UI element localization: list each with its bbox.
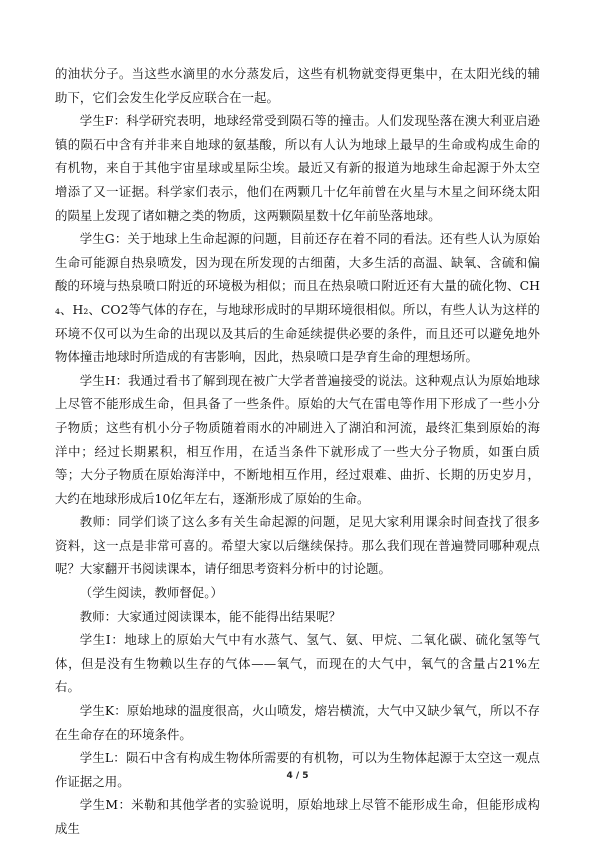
paragraph: 的油状分子。当这些水滴里的水分蒸发后，这些有机物就变得更集中，在太阳光线的辅助下，它们会发生化学反应联合在一起。: [55, 66, 540, 105]
paragraph: 学生H：我通过看书了解到现在被广大学者普遍接受的说法。这种观点认为原始地球上尽管不能形成生命，但具备了一些条件。原始的大气在雷电等作用下形成了一些小分子物质；这些有机小分子物质随着雨水的冲刷进入了湖泊和河流，最终汇集到原始的海洋中；经过长期累积，相互作用，在适当条件下就形成了一些大分子物质，如蛋白质等；大分子物质在原始海洋中，不断地相互作用，经过艰难、曲折、长期的历史岁月，大约在地球形成后10亿年左右，逐渐形成了原始的生命。: [55, 372, 540, 506]
document-body: [55, 62, 540, 841]
paragraph: 教师：同学们谈了这么多有关生命起源的问题，足见大家利用课余时间查找了很多资料，这一点是非常可喜的。希望大家以后继续保持。那么我们现在普遍赞同哪种观点呢？大家翻开书阅读课本，请仔细思考资料分析中的讨论题。: [55, 514, 540, 577]
paragraph: 学生G：关于地球上生命起源的问题，目前还存在着不同的看法。还有些人认为原始生命可能源自热泉喷发，因为现在所发现的古细菌，大多生活的高温、缺氧、含硫和偏酸的环境与热泉喷口附近的环境极为相似；而且在热泉喷口附近还有大量的硫化物、CH₄、H₂、CO2等气体的存在，与地球形成时的早期环境很相似。所以，有些人认为这样的环境不仅可以为生命的出现以及其后的生命延续提供必要的条件，而且还可以避免地外物体撞击地球时所造成的有害影响，因此，热泉喷口是孕育生命的理想场所。: [55, 231, 540, 365]
paragraph: 学生K：原始地球的温度很高，火山喷发，熔岩横流，大气中又缺少氧气，所以不存在生命存在的环境条件。: [55, 703, 540, 742]
paragraph: 学生I：地球上的原始大气中有水蒸气、氢气、氨、甲烷、二氧化碳、硫化氢等气体，但是没有生物赖以生存的气体——氧气，而现在的大气中，氧气的含量占21%左右。: [55, 632, 540, 695]
paragraph: 学生F：科学研究表明，地球经常受到陨石等的撞击。人们发现坠落在澳大利亚启逊镇的陨石中含有并非来自地球的氨基酸，所以有人认为地球上最早的生命或构成生命的有机物，来自于其他宇宙星球或星际尘埃。最近又有新的报道为地球生命起源于外太空增添了又一证据。科学家们表示，他们在两颗几十亿年前曾在火星与木星之间环绕太阳的陨星上发现了诸如糖之类的物质，这两颗陨星数十亿年前坠落地球。: [55, 113, 540, 223]
paragraph: 学生M：米勒和其他学者的实验说明，原始地球上尽管不能形成生命，但能形成构成生: [55, 797, 540, 836]
paragraph: （学生阅读，教师督促。）: [79, 585, 223, 601]
paragraph: 学生L：陨石中含有构成生物体所需要的有机物，可以为生物体起源于太空这一观点作证据之用。: [55, 750, 540, 789]
paragraph: 教师：大家通过阅读课本，能不能得出结果呢？: [79, 608, 342, 624]
page-number: 4 / 5: [286, 771, 309, 781]
